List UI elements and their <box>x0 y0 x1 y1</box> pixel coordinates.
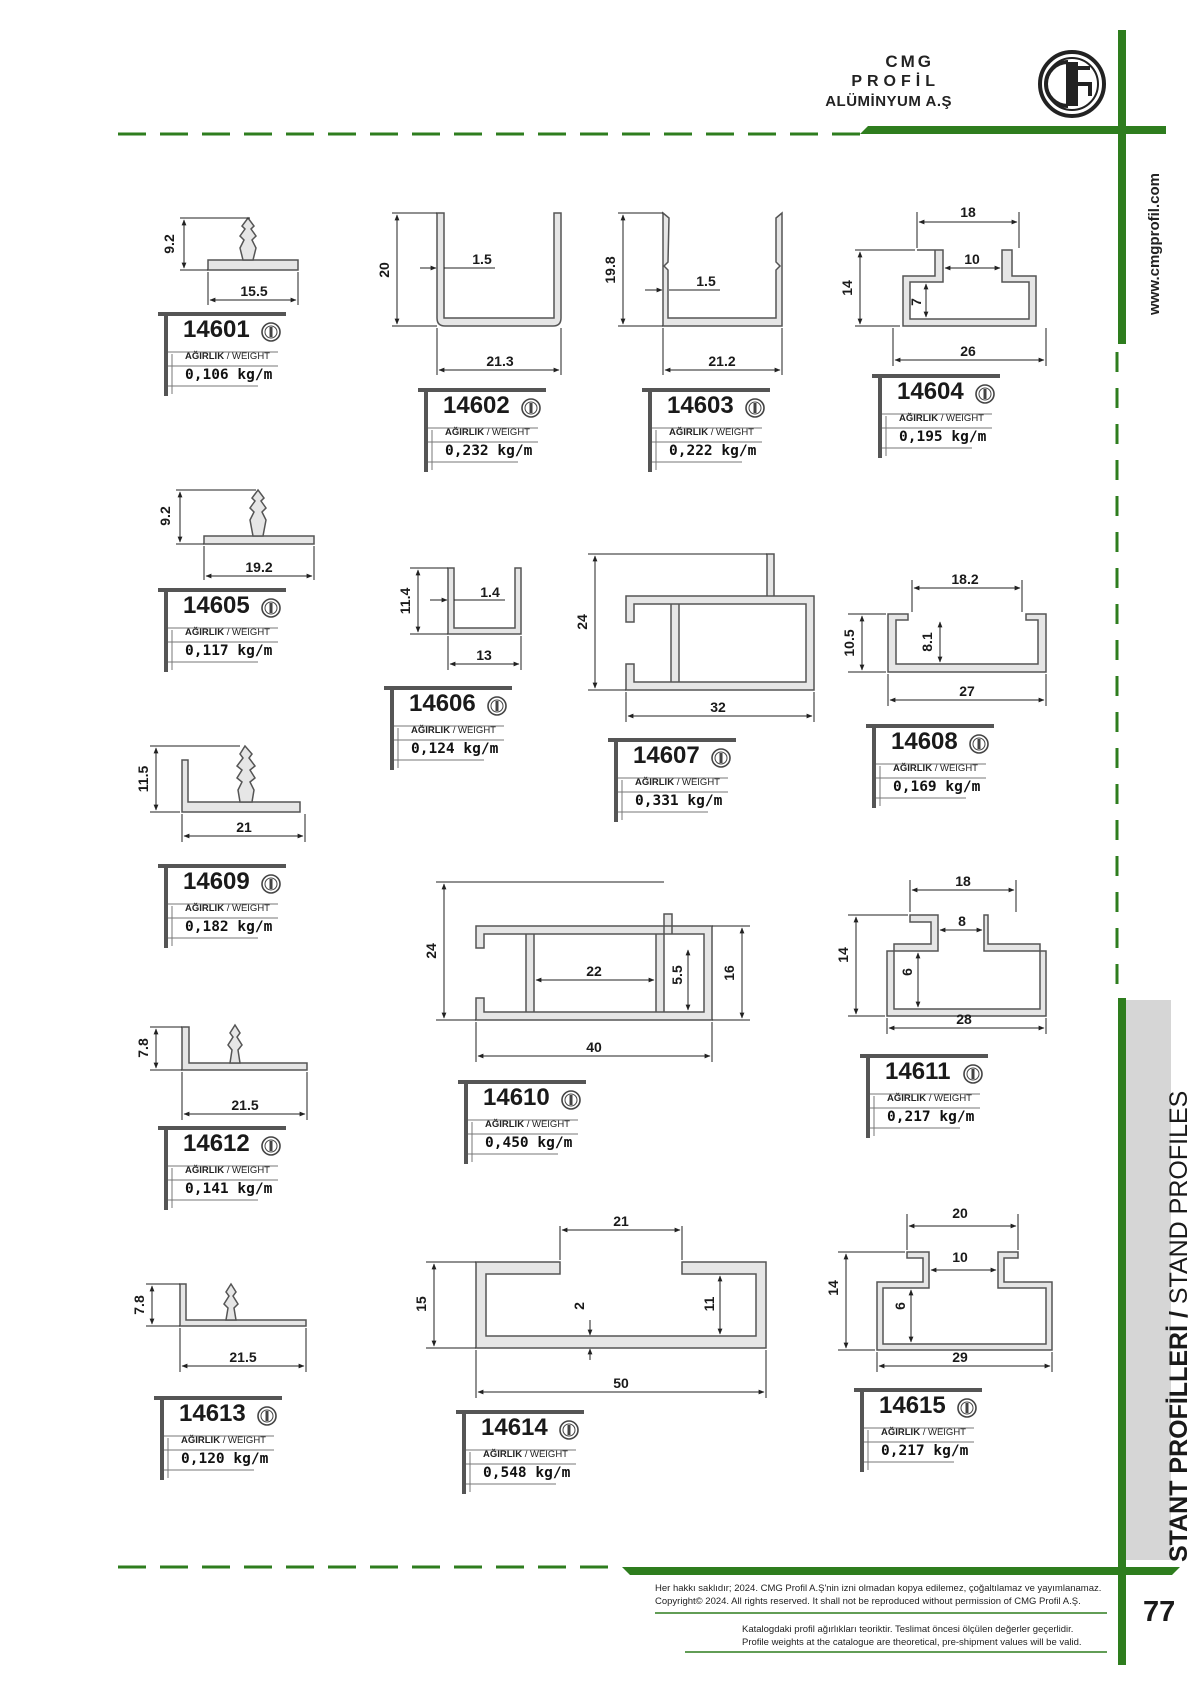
profile-drawing-14612 <box>182 1025 307 1070</box>
weight-label <box>185 351 270 362</box>
profile-weight: 0,195 kg/m <box>899 429 987 445</box>
profile-card-14605 <box>158 588 278 668</box>
dim-label: 1.5 <box>696 273 716 289</box>
weight-label-en: / WEIGHT <box>484 427 530 438</box>
weight-label-tr: AĞIRLIK <box>899 413 939 424</box>
dim-label: 24 <box>574 614 590 630</box>
profile-weight: 0,106 kg/m <box>185 367 273 383</box>
profile-card-14608 <box>866 724 986 804</box>
profile-weight: 0,548 kg/m <box>483 1465 571 1481</box>
dim-label: 6 <box>892 1302 908 1310</box>
profile-code: 14609 <box>183 868 250 895</box>
cmg-logo-icon <box>522 399 540 417</box>
profile-weight: 0,169 kg/m <box>893 779 981 795</box>
cmg-logo-icon <box>976 385 994 403</box>
company-name-line1: CMG <box>885 52 934 71</box>
profile-drawing-14603 <box>663 213 782 326</box>
dim-label: 11 <box>701 1296 717 1312</box>
cmg-logo-icon <box>488 697 506 715</box>
profile-code: 14610 <box>483 1084 550 1111</box>
dim-label: 32 <box>710 699 726 715</box>
profile-weight: 0,331 kg/m <box>635 793 723 809</box>
dim-label: 16 <box>721 965 737 981</box>
dim-label: 7.8 <box>131 1295 147 1315</box>
profile-weight: 0,217 kg/m <box>881 1443 969 1459</box>
profile-card-14603 <box>642 388 762 468</box>
profile-drawing-14601 <box>208 218 298 270</box>
profile-card-14615 <box>854 1388 974 1468</box>
profile-card-14607 <box>608 738 728 818</box>
profile-card-14606 <box>384 686 504 766</box>
weight-label-tr: AĞIRLIK <box>185 627 225 638</box>
dim-label: 7.8 <box>135 1038 151 1058</box>
weight-label <box>881 1427 966 1438</box>
profile-weight: 0,182 kg/m <box>185 919 273 935</box>
profile-code: 14613 <box>179 1400 246 1427</box>
profile-weight: 0,117 kg/m <box>185 643 273 659</box>
dim-label: 18 <box>955 873 971 889</box>
weight-label <box>181 1435 266 1446</box>
weight-label-tr: AĞIRLIK <box>635 777 675 788</box>
weight-label-tr: AĞIRLIK <box>887 1093 927 1104</box>
weight-label-en: / WEIGHT <box>224 351 270 362</box>
dim-label: 14 <box>835 947 851 963</box>
dim-label: 21 <box>613 1213 629 1229</box>
weight-label-tr: AĞIRLIK <box>181 1435 221 1446</box>
dim-label: 18.2 <box>951 571 979 587</box>
dim-label: 10.5 <box>841 629 857 657</box>
dim-label: 50 <box>613 1375 629 1391</box>
dim-label: 5.5 <box>669 965 685 985</box>
weight-label-en: / WEIGHT <box>932 763 978 774</box>
dim-label: 21.3 <box>486 353 514 369</box>
weight-label-en: / WEIGHT <box>708 427 754 438</box>
dim-label: 8 <box>958 913 966 929</box>
weight-label-en: / WEIGHT <box>524 1119 570 1130</box>
dim-label: 10 <box>964 251 980 267</box>
dim-label: 20 <box>376 262 392 278</box>
weight-label-tr: AĞIRLIK <box>881 1427 921 1438</box>
dim-label: 9.2 <box>157 506 173 526</box>
weight-label <box>483 1449 568 1460</box>
cmg-logo-icon <box>262 599 280 617</box>
weight-label-tr: AĞIRLIK <box>185 903 225 914</box>
dim-label: 2 <box>571 1302 587 1310</box>
profile-card-14610 <box>458 1080 578 1160</box>
dim-label: 7 <box>908 298 924 306</box>
weight-label <box>185 903 270 914</box>
company-name-line3: ALÜMİNYUM A.Ş <box>825 93 952 110</box>
profile-weight: 0,120 kg/m <box>181 1451 269 1467</box>
cmg-logo-icon <box>560 1421 578 1439</box>
dim-label: 14 <box>839 280 855 296</box>
weight-label-en: / WEIGHT <box>224 903 270 914</box>
cmg-logo-icon <box>262 875 280 893</box>
cmg-logo-icon <box>964 1065 982 1083</box>
dim-label: 27 <box>959 683 975 699</box>
dim-label: 15.5 <box>240 283 268 299</box>
dim-label: 21.2 <box>708 353 736 369</box>
dim-label: 14 <box>825 1280 841 1296</box>
dim-label: 1.5 <box>472 251 492 267</box>
cmg-logo-icon <box>262 1137 280 1155</box>
profile-code: 14611 <box>885 1058 951 1085</box>
weight-label-en: / WEIGHT <box>224 1165 270 1176</box>
profile-drawing-14614 <box>476 1262 766 1348</box>
profile-code: 14605 <box>183 592 250 619</box>
weight-label <box>411 725 496 736</box>
dim-label: 10 <box>952 1249 968 1265</box>
weight-label-tr: AĞIRLIK <box>485 1119 525 1130</box>
dim-label: 19.8 <box>602 256 618 284</box>
profile-drawing-14602 <box>437 213 561 326</box>
profile-code: 14612 <box>183 1130 250 1157</box>
cmg-logo-icon <box>712 749 730 767</box>
cmg-logo-icon <box>746 399 764 417</box>
cmg-logo-icon <box>958 1399 976 1417</box>
section-title-en: STAND PROFILES <box>1165 1090 1193 1312</box>
profile-card-14613 <box>154 1396 274 1476</box>
profile-code: 14607 <box>633 742 700 769</box>
weight-label-tr: AĞIRLIK <box>669 427 709 438</box>
profile-weight: 0,222 kg/m <box>669 443 757 459</box>
dim-label: 28 <box>956 1011 972 1027</box>
profile-code: 14606 <box>409 690 476 717</box>
cmg-logo-icon <box>258 1407 276 1425</box>
copyright-en: Copyright© 2024. All rights reserved. It shall not be reproduced without permission of CMG Profil A.Ş. <box>655 1596 1081 1607</box>
profile-card-14614 <box>456 1410 576 1490</box>
weight-label-en: / WEIGHT <box>674 777 720 788</box>
dim-label: 21.5 <box>229 1349 257 1365</box>
weight-label-tr: AĞIRLIK <box>185 351 225 362</box>
weight-label <box>669 427 754 438</box>
profile-card-14602 <box>418 388 538 468</box>
weight-label-en: / WEIGHT <box>522 1449 568 1460</box>
profile-weight: 0,232 kg/m <box>445 443 533 459</box>
weight-label-tr: AĞIRLIK <box>411 725 451 736</box>
page-number: 77 <box>1143 1596 1176 1628</box>
profile-weight: 0,124 kg/m <box>411 741 499 757</box>
cmg-logo-icon <box>562 1091 580 1109</box>
weight-note-en: Profile weights at the catalogue are theoretical, pre-shipment values will be valid. <box>742 1637 1082 1648</box>
dim-label: 13 <box>476 647 492 663</box>
dim-label: 26 <box>960 343 976 359</box>
profile-drawing-14615 <box>877 1252 1052 1350</box>
weight-label <box>185 1165 270 1176</box>
profile-drawing-14608 <box>888 614 1046 672</box>
copyright-tr: Her hakkı saklıdır; 2024. CMG Profil A.Ş'nin izni olmadan kopya edilemez, çoğaltılamaz ve yayımlanamaz. <box>655 1583 1102 1594</box>
weight-label-en: / WEIGHT <box>224 627 270 638</box>
cmg-logo-icon <box>970 735 988 753</box>
dim-label: 29 <box>952 1349 968 1365</box>
weight-label <box>899 413 984 424</box>
profile-code: 14615 <box>879 1392 946 1419</box>
weight-label-tr: AĞIRLIK <box>893 763 933 774</box>
dim-label: 22 <box>586 963 602 979</box>
dim-label: 15 <box>413 1296 429 1312</box>
profile-drawing-14605 <box>204 490 314 544</box>
cmg-logo-icon <box>262 323 280 341</box>
profile-code: 14602 <box>443 392 510 419</box>
weight-note-tr: Katalogdaki profil ağırlıkları teoriktir. Teslimat öncesi ölçülen değerler geçerlidir. <box>742 1624 1074 1635</box>
profile-code: 14614 <box>481 1414 548 1441</box>
weight-label-en: / WEIGHT <box>220 1435 266 1446</box>
dim-label: 21 <box>236 819 252 835</box>
weight-label-en: / WEIGHT <box>450 725 496 736</box>
weight-label-en: / WEIGHT <box>920 1427 966 1438</box>
profile-card-14609 <box>158 864 278 944</box>
profile-code: 14603 <box>667 392 734 419</box>
profile-card-14612 <box>158 1126 278 1206</box>
dim-label: 6 <box>899 968 915 976</box>
weight-label-tr: AĞIRLIK <box>185 1165 225 1176</box>
profile-code: 14604 <box>897 378 964 405</box>
weight-label-en: / WEIGHT <box>938 413 984 424</box>
dim-label: 20 <box>952 1205 968 1221</box>
profile-code: 14601 <box>183 316 250 343</box>
profile-weight: 0,450 kg/m <box>485 1135 573 1151</box>
weight-label-tr: AĞIRLIK <box>445 427 485 438</box>
profile-drawing-14606 <box>448 568 521 634</box>
dim-label: 11.5 <box>135 765 151 793</box>
profile-weight: 0,217 kg/m <box>887 1109 975 1125</box>
company-name-line2: PROFİL <box>851 73 940 90</box>
profile-drawing-14613 <box>180 1284 306 1326</box>
dim-label: 24 <box>423 943 439 959</box>
weight-label <box>485 1119 570 1130</box>
dim-label: 1.4 <box>480 584 500 600</box>
website-url: www.cmgprofil.com <box>1146 173 1163 315</box>
dim-label: 19.2 <box>245 559 273 575</box>
weight-label <box>185 627 270 638</box>
profile-weight: 0,141 kg/m <box>185 1181 273 1197</box>
weight-label <box>445 427 530 438</box>
weight-label <box>893 763 978 774</box>
weight-label-tr: AĞIRLIK <box>483 1449 523 1460</box>
profile-card-14601 <box>158 312 278 392</box>
profile-drawing-14609 <box>182 746 300 812</box>
dim-label: 8.1 <box>919 632 935 652</box>
profile-drawing-14607 <box>626 554 814 690</box>
dim-label: 40 <box>586 1039 602 1055</box>
profile-code: 14608 <box>891 728 958 755</box>
profile-card-14604 <box>872 374 992 454</box>
profile-card-14611 <box>860 1054 980 1134</box>
dim-label: 11.4 <box>397 587 413 615</box>
section-title-tr: STANT PROFİLLERİ / <box>1165 1311 1193 1562</box>
dim-label: 9.2 <box>161 234 177 254</box>
weight-label <box>887 1093 972 1104</box>
weight-label <box>635 777 720 788</box>
dim-label: 21.5 <box>231 1097 259 1113</box>
weight-label-en: / WEIGHT <box>926 1093 972 1104</box>
dim-label: 18 <box>960 204 976 220</box>
